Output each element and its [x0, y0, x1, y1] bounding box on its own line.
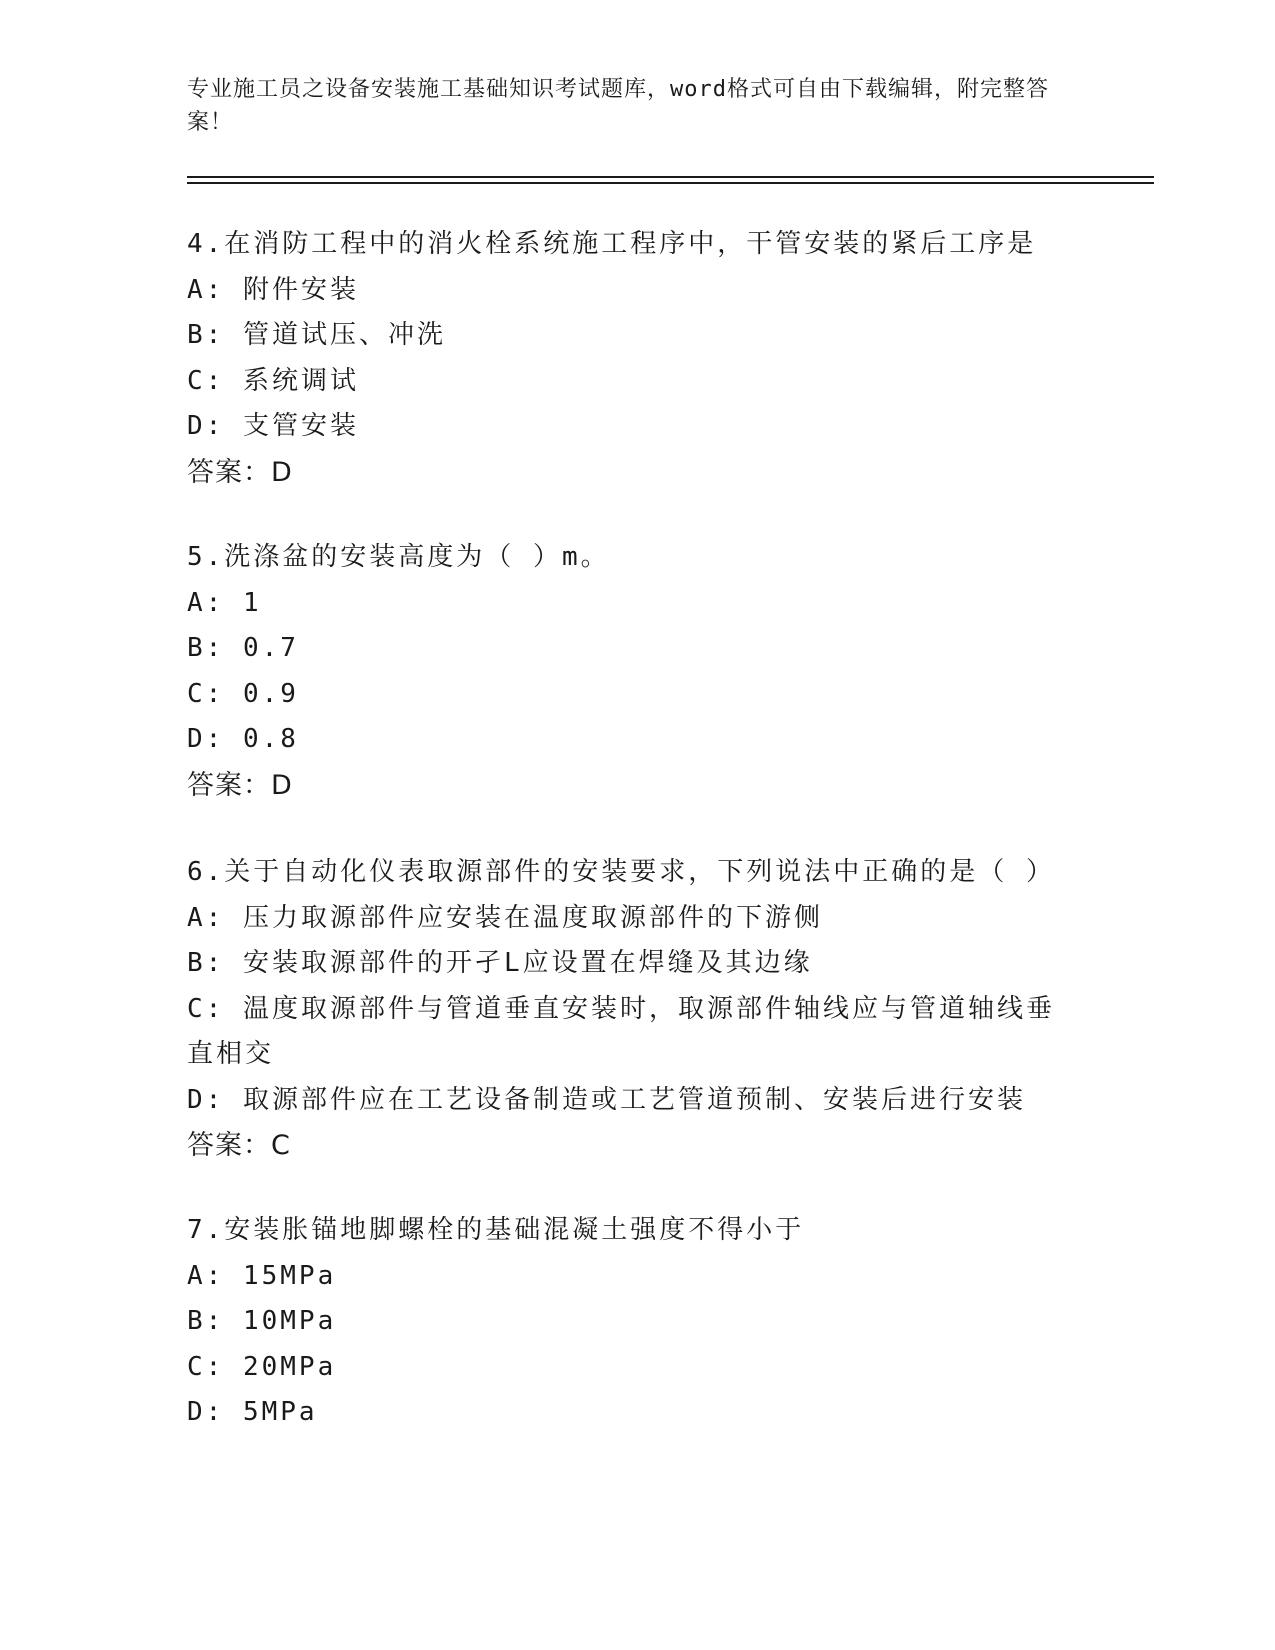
question-block	[187, 850, 1087, 1169]
header-rule-top	[187, 176, 1154, 178]
answer-text: 答案：C	[187, 1130, 291, 1161]
answer-text: 答案：D	[187, 769, 293, 801]
option-d: D: 支管安装	[187, 411, 359, 441]
option-d: D: 5MPa	[187, 1397, 318, 1427]
question-stem: 5.洗涤盆的安装高度为（ ）m。	[187, 542, 610, 572]
option-a: A: 附件安装	[187, 274, 359, 305]
option-c: C: 20MPa	[187, 1351, 337, 1382]
option-d: D: 0.8	[187, 724, 299, 754]
option-b: B: 10MPa	[187, 1306, 337, 1336]
option-c: C: 温度取源部件与管道垂直安装时，取源部件轴线应与管道轴线垂直相交	[187, 993, 1055, 1069]
option-a: A: 压力取源部件应安装在温度取源部件的下游侧	[187, 902, 823, 933]
answer-text: 答案：D	[187, 456, 293, 488]
question-block	[187, 535, 1087, 808]
option-c: C: 系统调试	[187, 365, 359, 396]
question-stem: 6.关于自动化仪表取源部件的安装要求，下列说法中正确的是（ ）	[187, 857, 1055, 887]
option-c: C: 0.9	[187, 678, 299, 709]
question-stem: 4.在消防工程中的消火栓系统施工程序中，干管安装的紧后工序是	[187, 229, 1037, 259]
option-d: D: 取源部件应在工艺设备制造或工艺管道预制、安装后进行安装	[187, 1084, 1026, 1115]
question-stem: 7.安装胀锚地脚螺栓的基础混凝土强度不得小于	[187, 1215, 805, 1245]
option-a: A: 1	[187, 587, 262, 618]
question-block	[187, 222, 1087, 495]
document-header: 专业施工员之设备安装施工基础知识考试题库，word格式可自由下载编辑，附完整答案！	[187, 77, 1049, 135]
option-b: B: 管道试压、冲洗	[187, 320, 446, 350]
option-b: B: 0.7	[187, 633, 299, 663]
header-rule-bottom	[187, 182, 1154, 184]
option-b: B: 安装取源部件的开孑L应设置在焊缝及其边缘	[187, 948, 813, 978]
question-block	[187, 1208, 1087, 1436]
option-a: A: 15MPa	[187, 1260, 337, 1291]
